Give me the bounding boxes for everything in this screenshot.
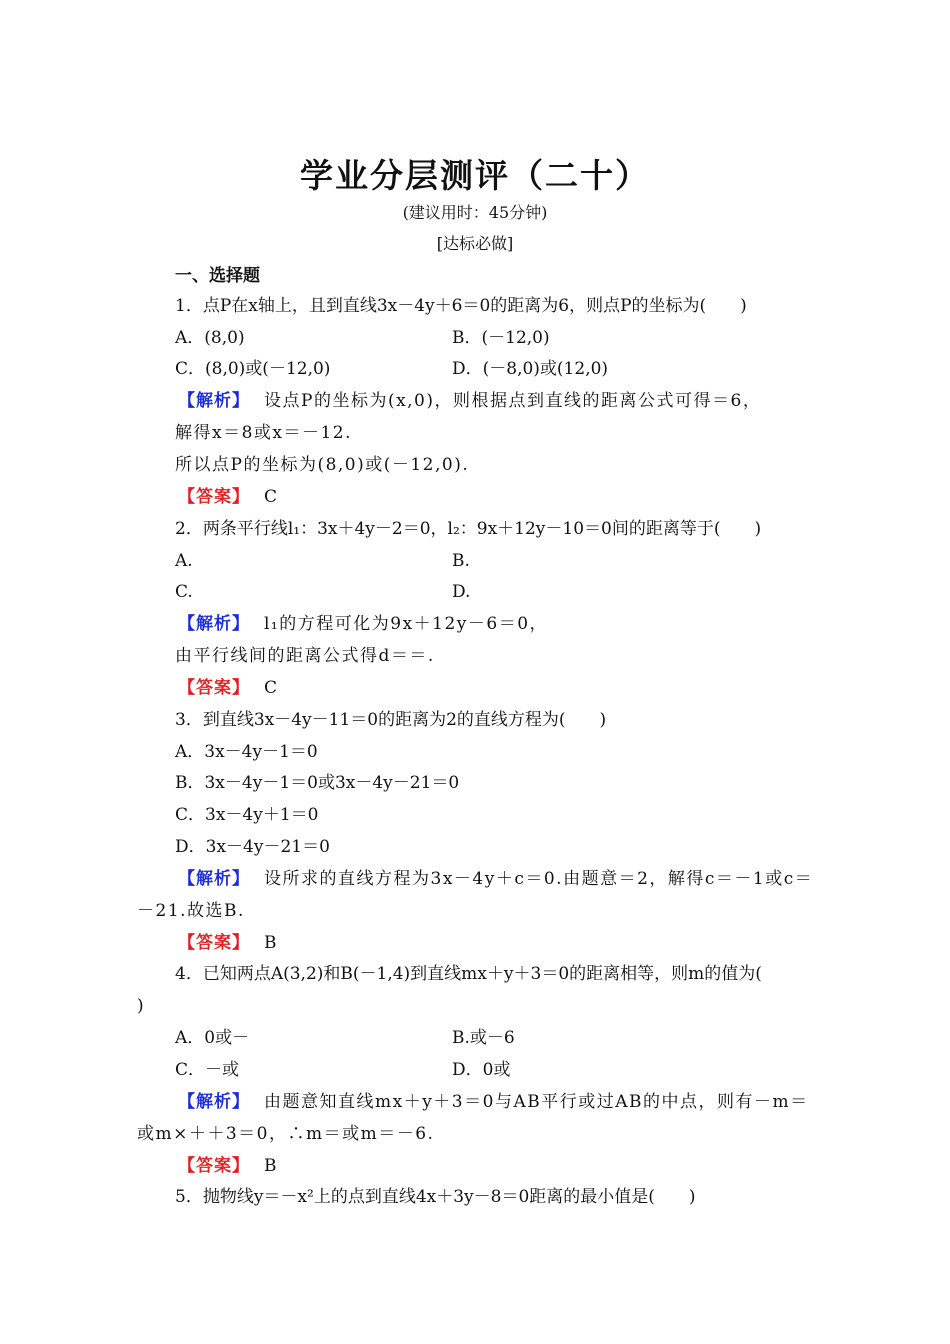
question-1-option-b: B．(－12,0) xyxy=(452,328,550,348)
question-2-answer xyxy=(178,678,277,698)
question-4-stem: 4．已知两点A(3,2)和B(－1,4)到直线mx＋y＋3＝0的距离相等，则m的值为( xyxy=(175,964,762,984)
analysis-tag: 【解析】 xyxy=(178,391,250,411)
question-1-option-c: C．(8,0)或(－12,0) xyxy=(175,359,331,379)
question-3-option-d: D．3x－4y－21＝0 xyxy=(175,837,330,857)
question-2-option-b: B. xyxy=(452,551,470,571)
time-note: (建议用时：45分钟) xyxy=(402,203,548,222)
answer-value: C xyxy=(264,678,278,698)
question-1-stem: 1．点P在x轴上，且到直线3x－4y＋6＝0的距离为6，则点P的坐标为( ) xyxy=(175,296,747,316)
question-2-stem: 2．两条平行线l₁：3x＋4y－2＝0，l₂：9x＋12y－10＝0间的距离等于( ) xyxy=(175,519,762,539)
analysis-line: l₁的方程可化为9x＋12y－6＝0， xyxy=(264,614,549,634)
analysis-tag: 【解析】 xyxy=(178,869,250,889)
answer-tag: 【答案】 xyxy=(178,933,250,953)
question-3-analysis xyxy=(178,869,813,889)
question-3-option-c: C．3x－4y＋1＝0 xyxy=(175,805,319,825)
question-1-option-d: D．(－8,0)或(12,0) xyxy=(452,359,609,379)
question-2-option-c: C. xyxy=(175,582,193,602)
page-title: 学业分层测评（二十） xyxy=(300,156,650,195)
question-1-analysis xyxy=(178,391,761,411)
question-5-stem: 5．抛物线y＝－x²上的点到直线4x＋3y－8＝0距离的最小值是( ) xyxy=(175,1187,696,1207)
analysis-line: 设所求的直线方程为3x－4y＋c＝0.由题意＝2，解得c＝－1或c＝ xyxy=(264,869,814,889)
level-label: [达标必做] xyxy=(436,234,514,253)
question-3-option-b: B．3x－4y－1＝0或3x－4y－21＝0 xyxy=(175,773,460,793)
question-4-option-a: A．0或－ xyxy=(175,1028,250,1048)
question-4-option-c: C．－或 xyxy=(175,1060,240,1080)
question-4-analysis xyxy=(178,1092,809,1112)
question-3-stem: 3．到直线3x－4y－11＝0的距离为2的直线方程为( ) xyxy=(175,710,607,730)
question-3-analysis-line-2: －21.故选B. xyxy=(137,901,245,921)
analysis-tag: 【解析】 xyxy=(178,1092,250,1112)
question-4-stem-line-2: ) xyxy=(137,996,144,1016)
question-2-option-a: A. xyxy=(175,551,193,571)
answer-tag: 【答案】 xyxy=(178,487,250,507)
question-3-answer xyxy=(178,933,277,953)
question-1-analysis-line-2: 解得x＝8或x＝－12. xyxy=(175,423,353,443)
question-1-option-a: A．(8,0) xyxy=(175,328,245,348)
answer-value: C xyxy=(264,487,278,507)
analysis-tag: 【解析】 xyxy=(178,614,250,634)
question-4-analysis-line-2: 或m×＋＋3＝0，∴m＝或m＝－6. xyxy=(137,1124,435,1144)
analysis-line: 由题意知直线mx＋y＋3＝0与AB平行或过AB的中点，则有－m＝ xyxy=(264,1092,809,1112)
question-4-answer xyxy=(178,1156,277,1176)
question-2-analysis-line-2: 由平行线间的距离公式得d＝＝. xyxy=(175,646,435,666)
answer-tag: 【答案】 xyxy=(178,1156,250,1176)
answer-value: B xyxy=(264,933,277,953)
section-heading: 一、选择题 xyxy=(175,266,260,286)
analysis-line: 设点P的坐标为(x,0)，则根据点到直线的距离公式可得＝6， xyxy=(264,391,762,411)
question-1-answer xyxy=(178,487,277,507)
answer-value: B xyxy=(264,1156,277,1176)
question-4-option-d: D．0或 xyxy=(452,1060,511,1080)
answer-tag: 【答案】 xyxy=(178,678,250,698)
question-2-option-d: D. xyxy=(452,582,471,602)
question-3-option-a: A．3x－4y－1＝0 xyxy=(175,742,318,762)
question-2-analysis xyxy=(178,614,548,634)
question-1-analysis-line-3: 所以点P的坐标为(8,0)或(－12,0). xyxy=(175,455,470,475)
question-4-option-b: B.或－6 xyxy=(452,1028,515,1048)
